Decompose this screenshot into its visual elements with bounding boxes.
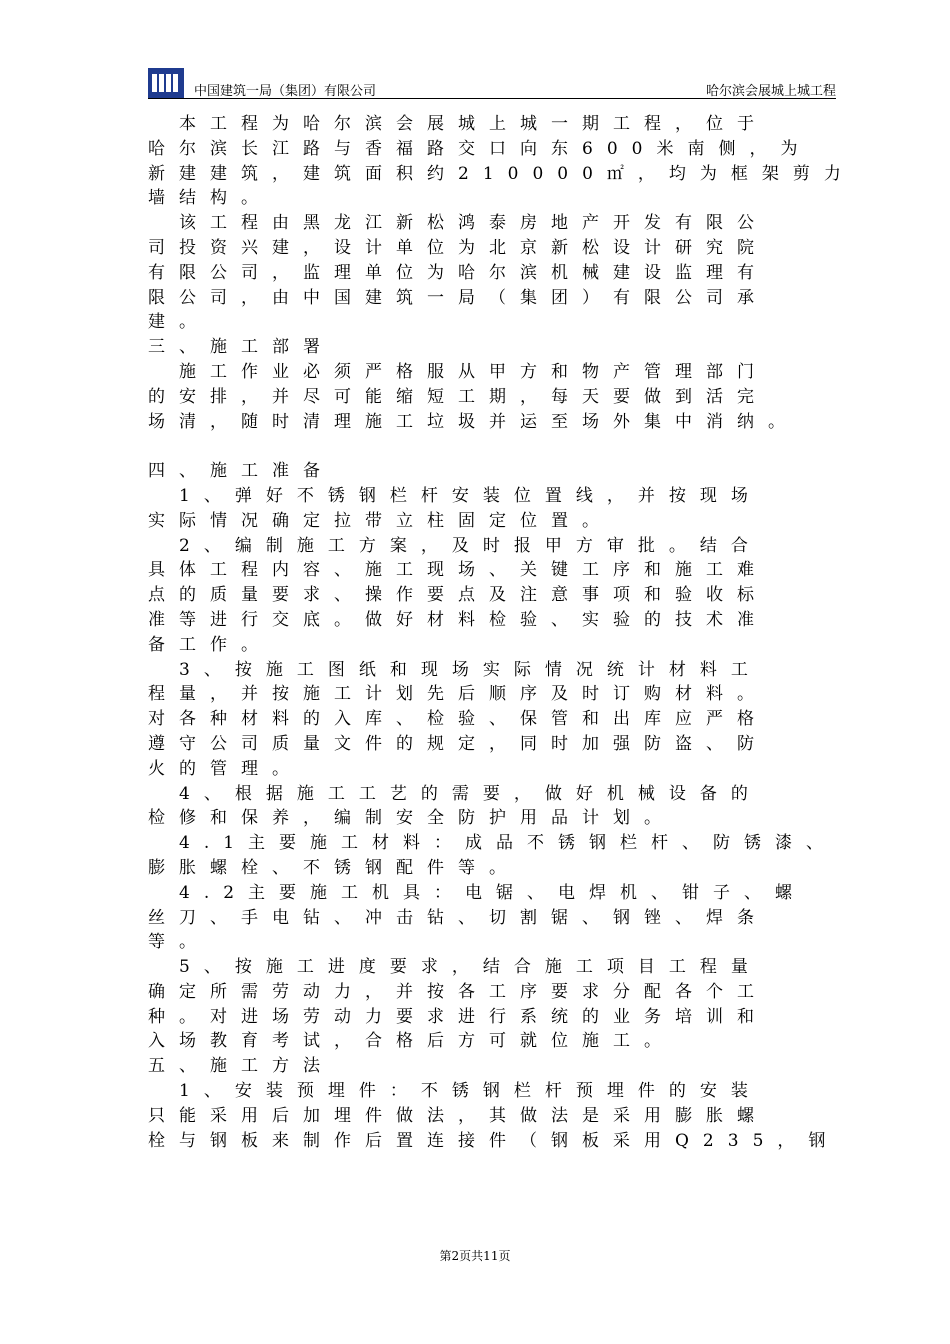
- text-line: 丝刀、手电钻、冲击钻、切割锯、钢锉、焊条: [148, 907, 768, 928]
- text-line: 限公司，由中国建筑一局（集团）有限公司承: [148, 287, 768, 308]
- page-header: [148, 68, 836, 98]
- text-line: 4.1主要施工材料：成品不锈钢栏杆、防锈漆、: [148, 833, 838, 854]
- text-line: 点的质量要求、操作要点及注意事项和验收标: [148, 585, 768, 606]
- text-line: 场清，随时清理施工垃圾并运至场外集中消纳。: [148, 411, 799, 432]
- text-line: 该工程由黑龙江新松鸿泰房地产开发有限公: [148, 213, 768, 234]
- company-name: 中国建筑一局（集团）有限公司: [194, 84, 377, 99]
- text-line: 等。: [148, 932, 210, 953]
- text-line: 三、施工部署: [148, 337, 334, 358]
- text-line: 确定所需劳动力，并按各工序要求分配各个工: [148, 981, 768, 1002]
- text-line: 4.2主要施工机具：电锯、电焊机、钳子、螺: [148, 882, 807, 903]
- text-line: 1、弹好不锈钢栏杆安装位置线，并按现场: [148, 485, 762, 506]
- text-line: 只能采用后加埋件做法，其做法是采用膨胀螺: [148, 1105, 768, 1126]
- text-line: 入场教育考试，合格后方可就位施工。: [148, 1031, 675, 1052]
- text-line: 2、编制施工方案，及时报甲方审批。结合: [148, 535, 762, 556]
- text-line: 有限公司，监理单位为哈尔滨机械建设监理有: [148, 262, 768, 283]
- text-line: 墙结构。: [148, 188, 272, 209]
- text-line: 火的管理。: [148, 758, 303, 779]
- text-line: 程量，并按施工计划先后顺序及时订购材料。: [148, 684, 768, 705]
- text-line: 3、按施工图纸和现场实际情况统计材料工: [148, 659, 762, 680]
- text-line: 4、根据施工工艺的需要，做好机械设备的: [148, 783, 762, 804]
- text-line: 本工程为哈尔滨会展城上城一期工程，位于: [148, 114, 768, 134]
- document-body: [148, 112, 855, 1153]
- text-line: 1、安装预埋件：不锈钢栏杆预埋件的安装: [148, 1081, 762, 1102]
- text-line: 五、施工方法: [148, 1056, 334, 1077]
- company-logo: [148, 68, 184, 98]
- text-line: 备工作。: [148, 634, 272, 655]
- text-line: 哈尔滨长江路与香福路交口向东600米南侧，为: [148, 138, 812, 159]
- text-line: 准等进行交底。做好材料检验、实验的技术准: [148, 609, 768, 630]
- text-line: 建。: [148, 312, 210, 333]
- text-line: 实际情况确定拉带立柱固定位置。: [148, 510, 613, 531]
- text-line: 栓与钢板来制作后置连接件（钢板采用Q235，钢: [148, 1130, 840, 1151]
- text-line: 的安排，并尽可能缩短工期，每天要做到活完: [148, 386, 768, 407]
- text-line: 5、按施工进度要求，结合施工项目工程量: [148, 957, 762, 978]
- text-line: [148, 434, 848, 459]
- text-line: 四、施工准备: [148, 461, 334, 482]
- text-line: 对各种材料的入库、检验、保管和出库应严格: [148, 709, 768, 730]
- text-line: 膨胀螺栓、不锈钢配件等。: [148, 857, 520, 878]
- text-line: 种。对进场劳动力要求进行系统的业务培训和: [148, 1006, 768, 1027]
- text-line: 检修和保养，编制安全防护用品计划。: [148, 808, 675, 829]
- page-number: 第2页共11页: [439, 1249, 511, 1263]
- header-rule: [148, 98, 836, 99]
- text-line: 遵守公司质量文件的规定，同时加强防盗、防: [148, 733, 768, 754]
- project-name: 哈尔滨会展城上城工程: [705, 84, 836, 99]
- text-line: 施工作业必须严格服从甲方和物产管理部门: [148, 361, 768, 382]
- text-line: 司投资兴建，设计单位为北京新松设计研究院: [148, 237, 768, 258]
- text-line: 新建建筑，建筑面积约210000㎡，均为框架剪力: [148, 163, 855, 184]
- text-line: 具体工程内容、施工现场、关键工序和施工难: [148, 560, 768, 581]
